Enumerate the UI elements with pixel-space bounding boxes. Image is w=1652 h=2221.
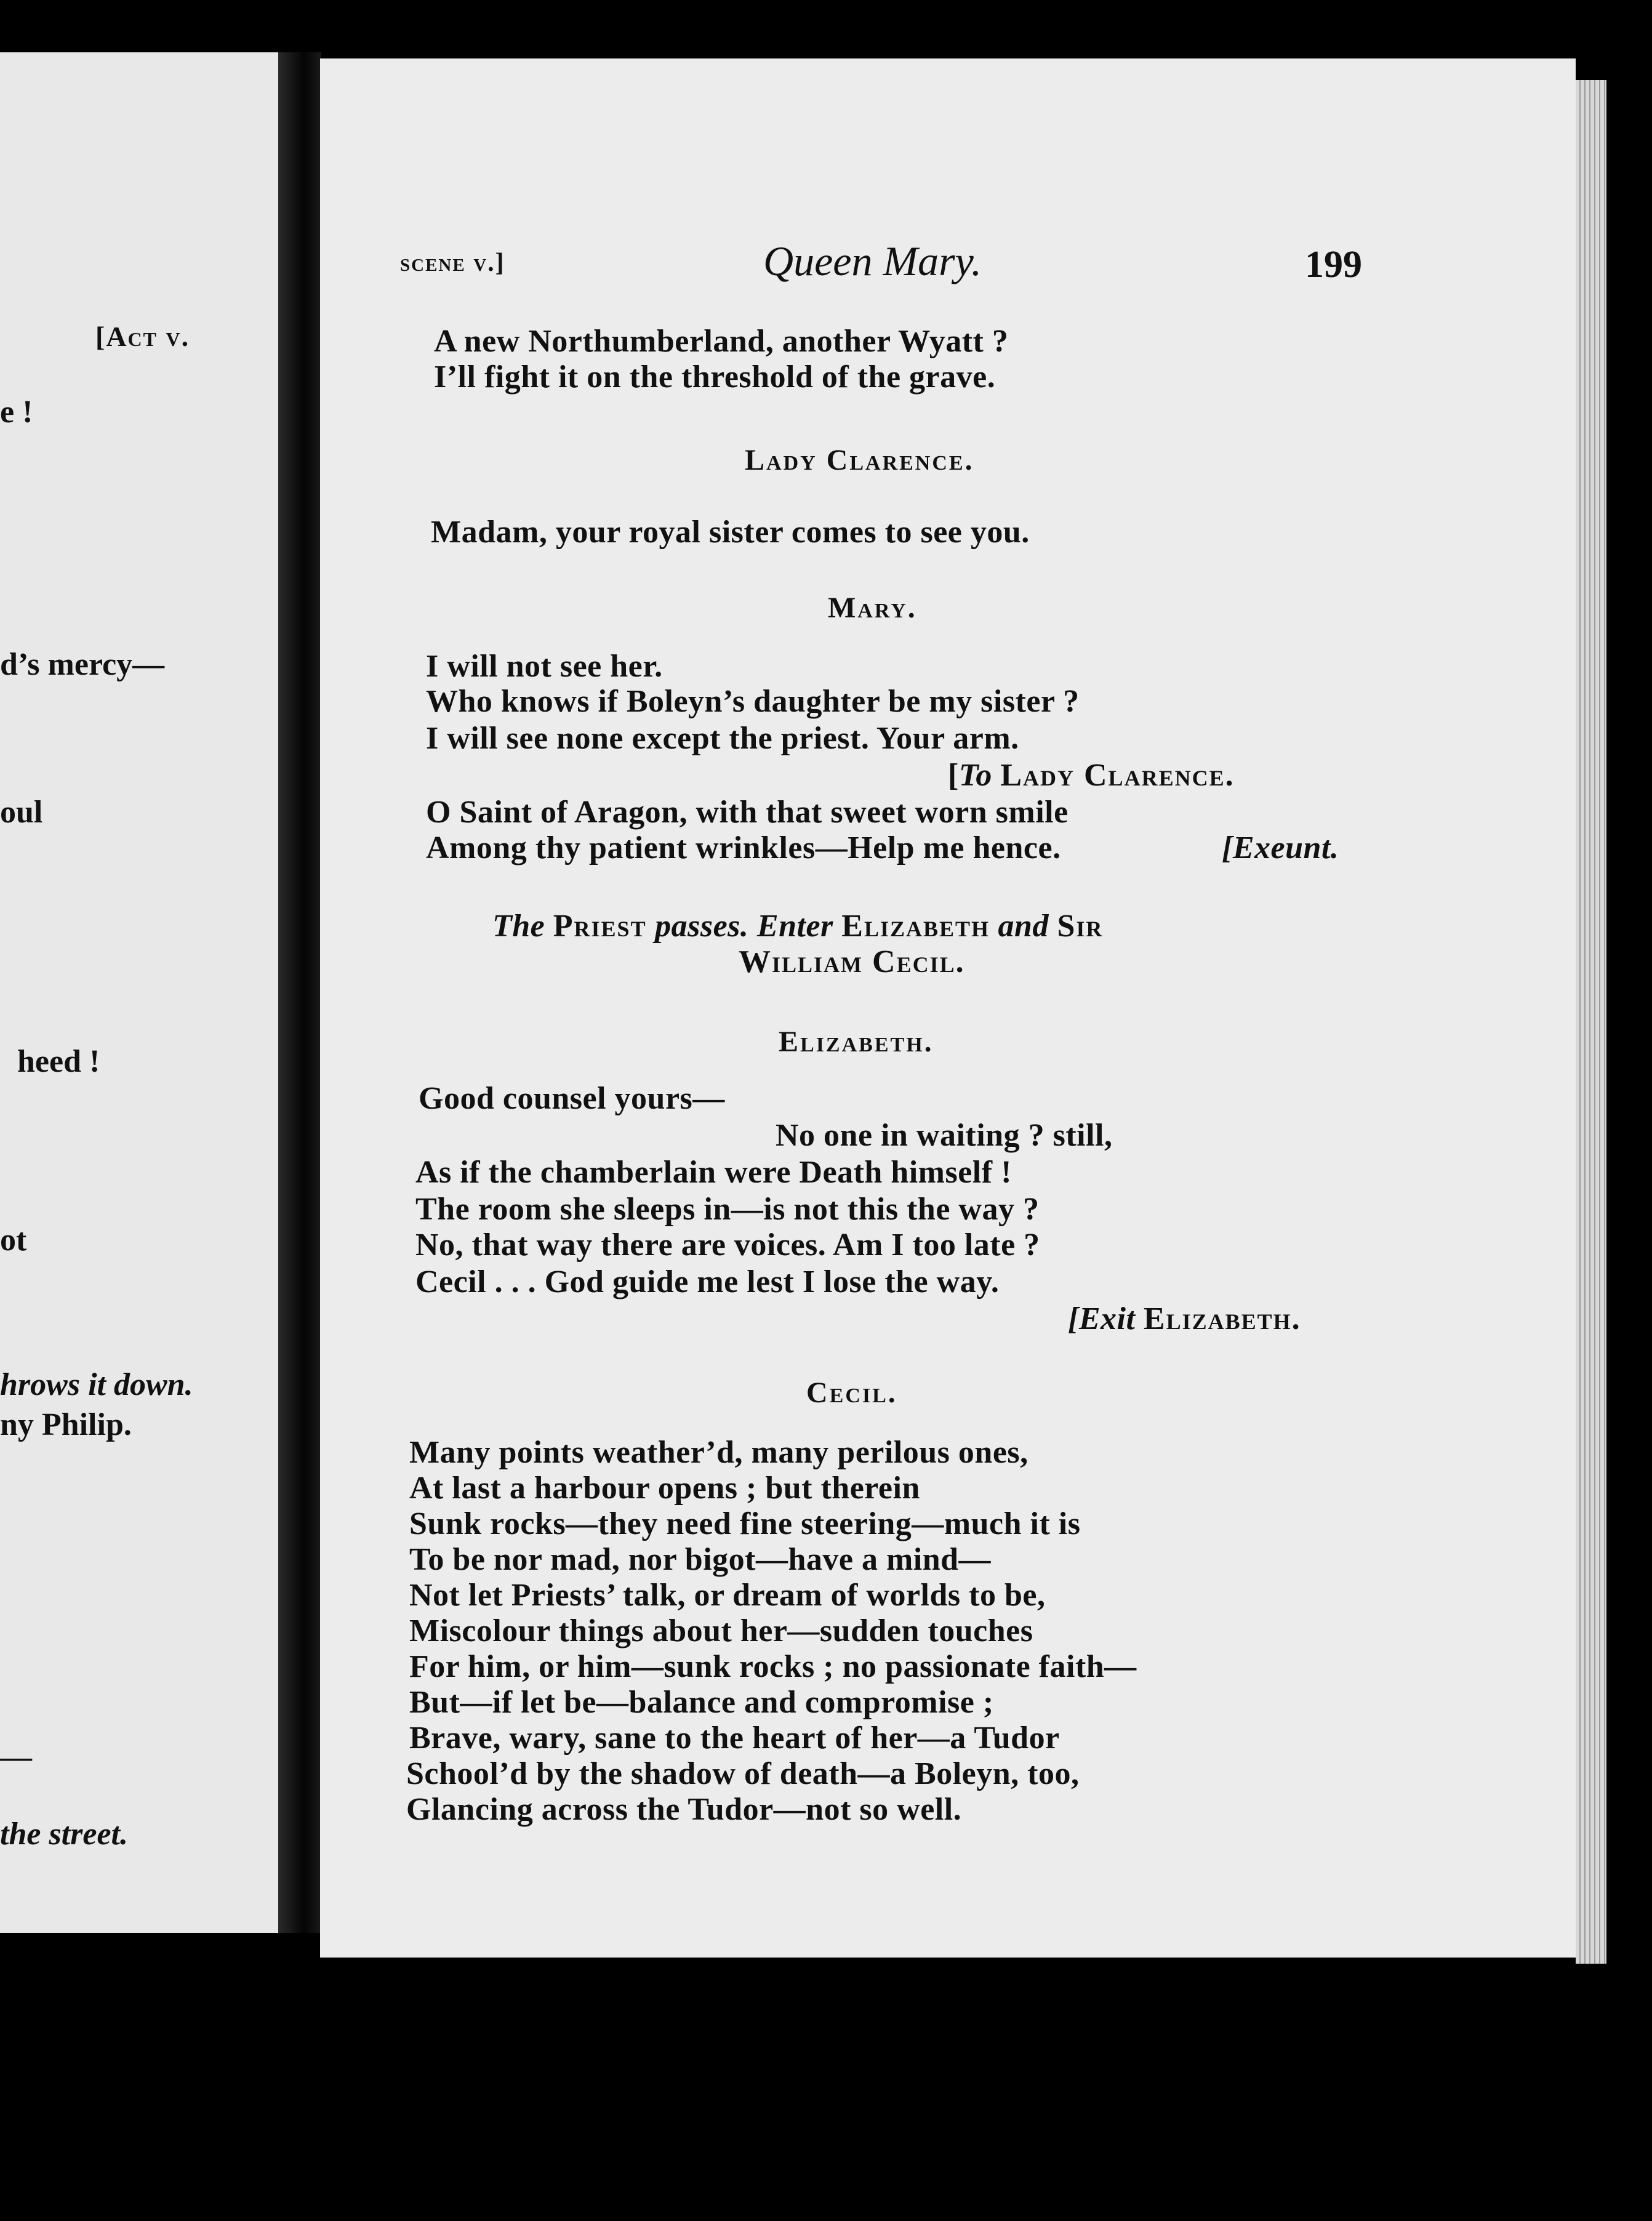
sd-elizabeth: Elizabeth xyxy=(841,909,990,944)
verse-line: The room she sleeps in—is not this the way ? xyxy=(415,1192,1040,1227)
verse-line: Who knows if Boleyn’s daughter be my sister ? xyxy=(426,684,1080,719)
left-fragment: e ! xyxy=(0,395,33,430)
verse-line: But—if let be—balance and compromise ; xyxy=(409,1685,994,1720)
verse-line: Sunk rocks—they need fine steering—much it is xyxy=(409,1506,1081,1541)
left-fragment: ny Philip. xyxy=(0,1407,132,1442)
speaker-name: Mary. xyxy=(828,592,917,624)
stage-direction xyxy=(492,908,1103,944)
verse-line: No one in waiting ? still, xyxy=(776,1118,1113,1153)
verse-line: Glancing across the Tudor—not so well. xyxy=(406,1792,962,1827)
page-number: 199 xyxy=(1305,244,1362,286)
verse-line: Miscolour things about her—sudden touches xyxy=(409,1613,1033,1649)
sd-sir: Sir xyxy=(1057,909,1104,944)
verse-line: Among thy patient wrinkles—Help me hence. xyxy=(426,830,1061,866)
exit-direction xyxy=(1068,1301,1301,1337)
speaker-name: Cecil. xyxy=(806,1376,897,1409)
left-act-label: [Act v. xyxy=(95,321,190,352)
book-gutter xyxy=(278,52,321,1933)
left-fragment: ot xyxy=(0,1223,27,1258)
sd-enter: Enter xyxy=(756,909,833,944)
sd-passes: passes. xyxy=(655,909,749,944)
running-head-title: Queen Mary. xyxy=(763,238,982,284)
sd-priest: Priest xyxy=(553,909,647,944)
verse-line: Brave, wary, sane to the heart of her—a Tudor xyxy=(409,1721,1060,1756)
verse-line: Not let Priests’ talk, or dream of worlds to be, xyxy=(409,1578,1046,1613)
speaker-name: Lady Clarence. xyxy=(745,444,974,476)
left-fragment: oul xyxy=(0,795,43,830)
direction-name: Lady Clarence. xyxy=(1000,758,1235,793)
verse-line: Good counsel yours— xyxy=(419,1081,725,1116)
verse-line: Madam, your royal sister comes to see you. xyxy=(431,515,1030,550)
verse-line: A new Northumberland, another Wyatt ? xyxy=(434,324,1009,359)
page-edges xyxy=(1576,80,1606,1964)
left-fragment: the street. xyxy=(0,1817,128,1852)
exit-name: Elizabeth. xyxy=(1143,1301,1301,1336)
right-page xyxy=(320,58,1576,1958)
verse-line: No, that way there are voices. Am I too late ? xyxy=(415,1227,1040,1263)
verse-line: For him, or him—sunk rocks ; no passionate faith— xyxy=(409,1649,1137,1684)
sd-and: and xyxy=(998,909,1049,944)
direction-word: To xyxy=(958,758,992,793)
sd-william-cecil: William Cecil. xyxy=(739,944,965,979)
left-fragment: hrows it down. xyxy=(0,1367,193,1402)
left-fragment: heed ! xyxy=(17,1044,100,1079)
verse-line: I will not see her. xyxy=(426,649,663,684)
verse-line: School’d by the shadow of death—a Boleyn, too, xyxy=(406,1756,1080,1791)
verse-line: O Saint of Aragon, with that sweet worn smile xyxy=(426,795,1069,830)
left-fragment: — xyxy=(0,1740,32,1775)
running-head-scene: scene v.] xyxy=(400,249,505,277)
verse-line: To be nor mad, nor bigot—have a mind— xyxy=(409,1542,992,1577)
verse-line: At last a harbour opens ; but therein xyxy=(409,1471,920,1506)
verse-line: As if the chamberlain were Death himself ! xyxy=(415,1155,1012,1190)
verse-line: Cecil . . . God guide me lest I lose the way. xyxy=(415,1264,1000,1299)
speaker-name: Elizabeth. xyxy=(779,1026,934,1058)
left-page xyxy=(0,52,278,1933)
verse-line: I will see none except the priest. Your arm. xyxy=(426,721,1019,756)
exit-word: [Exit xyxy=(1068,1301,1136,1336)
exeunt-direction: [Exeunt. xyxy=(1222,830,1339,866)
stage-direction xyxy=(948,757,1235,793)
left-fragment: d’s mercy— xyxy=(0,647,165,682)
direction-bracket: [ xyxy=(948,758,959,793)
verse-line: Many points weather’d, many perilous ones, xyxy=(409,1435,1028,1470)
verse-line: I’ll fight it on the threshold of the grave. xyxy=(434,359,996,395)
sd-the: The xyxy=(492,909,545,944)
